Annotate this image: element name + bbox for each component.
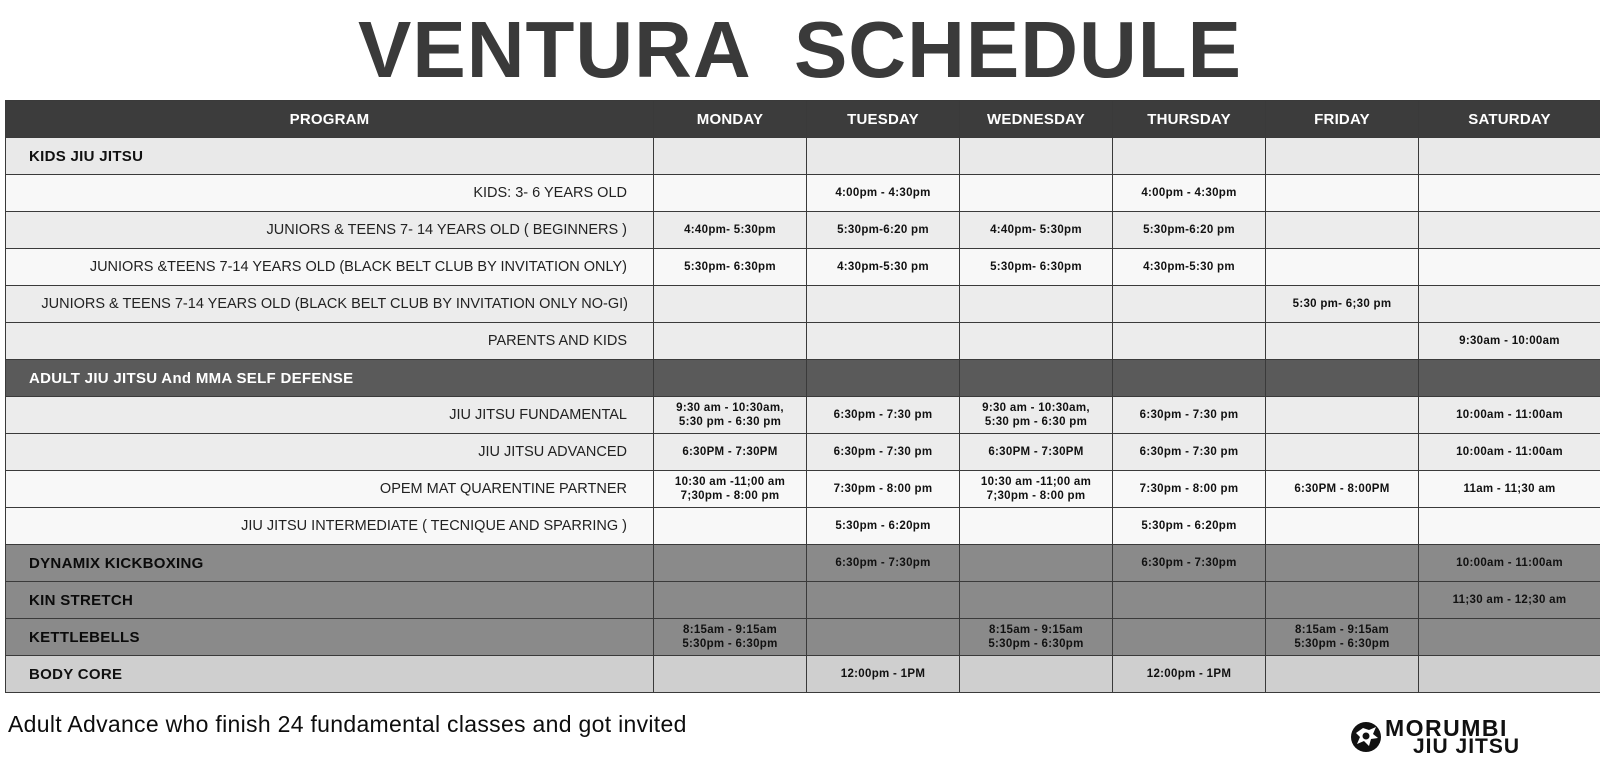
time-cell-friday: 8:15am - 9:15am 5:30pm - 6:30pm: [1266, 619, 1419, 656]
table-row: [6, 471, 1600, 508]
time-cell-wednesday: 10:30 am -11;00 am 7;30pm - 8:00 pm: [960, 471, 1113, 508]
schedule-table: [5, 100, 1600, 693]
time-cell-thursday: 7:30pm - 8:00 pm: [1113, 471, 1266, 508]
time-cell-thursday: 6:30pm - 7:30pm: [1113, 545, 1266, 582]
time-cell-friday: [1266, 582, 1419, 619]
program-name: KETTLEBELLS: [6, 619, 654, 656]
time-cell-saturday: 11;30 am - 12;30 am: [1419, 582, 1600, 619]
time-cell-monday: [654, 582, 807, 619]
time-cell-tuesday: 6:30pm - 7:30 pm: [807, 397, 960, 434]
morumbi-logo: [1349, 715, 1574, 760]
time-cell-tuesday: [807, 286, 960, 323]
table-row: [6, 656, 1600, 693]
header-monday: MONDAY: [654, 101, 807, 138]
time-cell-tuesday: 7:30pm - 8:00 pm: [807, 471, 960, 508]
table-row: [6, 397, 1600, 434]
time-cell-tuesday: [807, 582, 960, 619]
time-cell-thursday: 4:00pm - 4:30pm: [1113, 175, 1266, 212]
time-cell-friday: 6:30PM - 8:00PM: [1266, 471, 1419, 508]
time-cell-wednesday: [960, 508, 1113, 545]
time-cell-monday: [654, 508, 807, 545]
program-name: DYNAMIX KICKBOXING: [6, 545, 654, 582]
time-cell-friday: [1266, 175, 1419, 212]
time-cell-saturday: [1419, 249, 1600, 286]
section-row-kids: [6, 138, 1600, 175]
program-name: JIU JITSU INTERMEDIATE ( TECNIQUE AND SPARRING ): [6, 508, 654, 545]
time-cell-friday: [1266, 249, 1419, 286]
time-cell-monday: 10:30 am -11;00 am 7;30pm - 8:00 pm: [654, 471, 807, 508]
time-cell-tuesday: [807, 323, 960, 360]
program-name: JUNIORS &TEENS 7-14 YEARS OLD (BLACK BELT CLUB BY INVITATION ONLY): [6, 249, 654, 286]
time-cell-thursday: [1113, 323, 1266, 360]
table-row: [6, 323, 1600, 360]
table-row: [6, 286, 1600, 323]
header-tuesday: TUESDAY: [807, 101, 960, 138]
time-cell-friday: [1266, 212, 1419, 249]
time-cell-saturday: [1419, 619, 1600, 656]
time-cell-saturday: 10:00am - 11:00am: [1419, 434, 1600, 471]
header-thursday: THURSDAY: [1113, 101, 1266, 138]
time-cell-tuesday: 12:00pm - 1PM: [807, 656, 960, 693]
section-row-adult: [6, 360, 1600, 397]
time-cell-saturday: 11am - 11;30 am: [1419, 471, 1600, 508]
time-cell-thursday: [1113, 582, 1266, 619]
time-cell-monday: 9:30 am - 10:30am, 5:30 pm - 6:30 pm: [654, 397, 807, 434]
time-cell-thursday: 4:30pm-5:30 pm: [1113, 249, 1266, 286]
time-cell-friday: [1266, 397, 1419, 434]
table-row: [6, 249, 1600, 286]
program-name: PARENTS AND KIDS: [6, 323, 654, 360]
time-cell-saturday: [1419, 175, 1600, 212]
time-cell-tuesday: 6:30pm - 7:30pm: [807, 545, 960, 582]
time-cell-tuesday: 5:30pm-6:20 pm: [807, 212, 960, 249]
program-name: JUNIORS & TEENS 7-14 YEARS OLD (BLACK BELT CLUB BY INVITATION ONLY NO-GI): [6, 286, 654, 323]
time-cell-wednesday: [960, 545, 1113, 582]
time-cell-thursday: 6:30pm - 7:30 pm: [1113, 434, 1266, 471]
time-cell-saturday: [1419, 656, 1600, 693]
time-cell-monday: 8:15am - 9:15am 5:30pm - 6:30pm: [654, 619, 807, 656]
time-cell-friday: [1266, 656, 1419, 693]
time-cell-wednesday: [960, 175, 1113, 212]
program-name: JIU JITSU FUNDAMENTAL: [6, 397, 654, 434]
time-cell-wednesday: [960, 286, 1113, 323]
time-cell-tuesday: 5:30pm - 6:20pm: [807, 508, 960, 545]
time-cell-friday: [1266, 323, 1419, 360]
time-cell-wednesday: 8:15am - 9:15am 5:30pm - 6:30pm: [960, 619, 1113, 656]
header-friday: FRIDAY: [1266, 101, 1419, 138]
table-row: [6, 545, 1600, 582]
table-row: [6, 582, 1600, 619]
header-saturday: SATURDAY: [1419, 101, 1600, 138]
program-name: BODY CORE: [6, 656, 654, 693]
table-row: [6, 175, 1600, 212]
table-row: [6, 434, 1600, 471]
header-row: [6, 101, 1600, 138]
footer-note: Adult Advance who finish 24 fundamental classes and got invited: [8, 711, 687, 737]
section-label: KIDS JIU JITSU: [6, 138, 654, 175]
time-cell-thursday: 6:30pm - 7:30 pm: [1113, 397, 1266, 434]
time-cell-monday: [654, 323, 807, 360]
time-cell-thursday: 5:30pm-6:20 pm: [1113, 212, 1266, 249]
time-cell-tuesday: 4:30pm-5:30 pm: [807, 249, 960, 286]
time-cell-saturday: [1419, 212, 1600, 249]
time-cell-thursday: [1113, 286, 1266, 323]
time-cell-wednesday: [960, 582, 1113, 619]
logo-text-line2: JIU JITSU: [1413, 735, 1521, 758]
time-cell-saturday: 9:30am - 10:00am: [1419, 323, 1600, 360]
time-cell-saturday: [1419, 508, 1600, 545]
program-name: JUNIORS & TEENS 7- 14 YEARS OLD ( BEGINNERS ): [6, 212, 654, 249]
time-cell-friday: [1266, 508, 1419, 545]
time-cell-thursday: 5:30pm - 6:20pm: [1113, 508, 1266, 545]
table-row: [6, 212, 1600, 249]
time-cell-monday: [654, 545, 807, 582]
time-cell-tuesday: 4:00pm - 4:30pm: [807, 175, 960, 212]
time-cell-friday: [1266, 545, 1419, 582]
time-cell-saturday: [1419, 286, 1600, 323]
time-cell-monday: [654, 286, 807, 323]
table-row: [6, 619, 1600, 656]
time-cell-thursday: 12:00pm - 1PM: [1113, 656, 1266, 693]
time-cell-saturday: 10:00am - 11:00am: [1419, 397, 1600, 434]
time-cell-friday: [1266, 434, 1419, 471]
page-title: VENTURA SCHEDULE: [358, 5, 1242, 94]
program-name: JIU JITSU ADVANCED: [6, 434, 654, 471]
time-cell-wednesday: 9:30 am - 10:30am, 5:30 pm - 6:30 pm: [960, 397, 1113, 434]
morumbi-lion-emblem-icon: [1349, 720, 1383, 754]
time-cell-monday: 5:30pm- 6:30pm: [654, 249, 807, 286]
program-name: KIN STRETCH: [6, 582, 654, 619]
time-cell-wednesday: 5:30pm- 6:30pm: [960, 249, 1113, 286]
program-name: OPEM MAT QUARENTINE PARTNER: [6, 471, 654, 508]
header-wednesday: WEDNESDAY: [960, 101, 1113, 138]
time-cell-wednesday: 6:30PM - 7:30PM: [960, 434, 1113, 471]
program-name: KIDS: 3- 6 YEARS OLD: [6, 175, 654, 212]
time-cell-monday: [654, 656, 807, 693]
table-row: [6, 508, 1600, 545]
time-cell-tuesday: 6:30pm - 7:30 pm: [807, 434, 960, 471]
time-cell-wednesday: 4:40pm- 5:30pm: [960, 212, 1113, 249]
time-cell-monday: [654, 175, 807, 212]
time-cell-wednesday: [960, 323, 1113, 360]
time-cell-monday: 4:40pm- 5:30pm: [654, 212, 807, 249]
time-cell-wednesday: [960, 656, 1113, 693]
time-cell-monday: 6:30PM - 7:30PM: [654, 434, 807, 471]
header-program: PROGRAM: [6, 101, 654, 138]
section-label: ADULT JIU JITSU And MMA SELF DEFENSE: [6, 360, 654, 397]
logo-text-line1: MORUMBI: [1385, 715, 1508, 741]
time-cell-saturday: 10:00am - 11:00am: [1419, 545, 1600, 582]
time-cell-friday: 5:30 pm- 6;30 pm: [1266, 286, 1419, 323]
time-cell-thursday: [1113, 619, 1266, 656]
time-cell-tuesday: [807, 619, 960, 656]
